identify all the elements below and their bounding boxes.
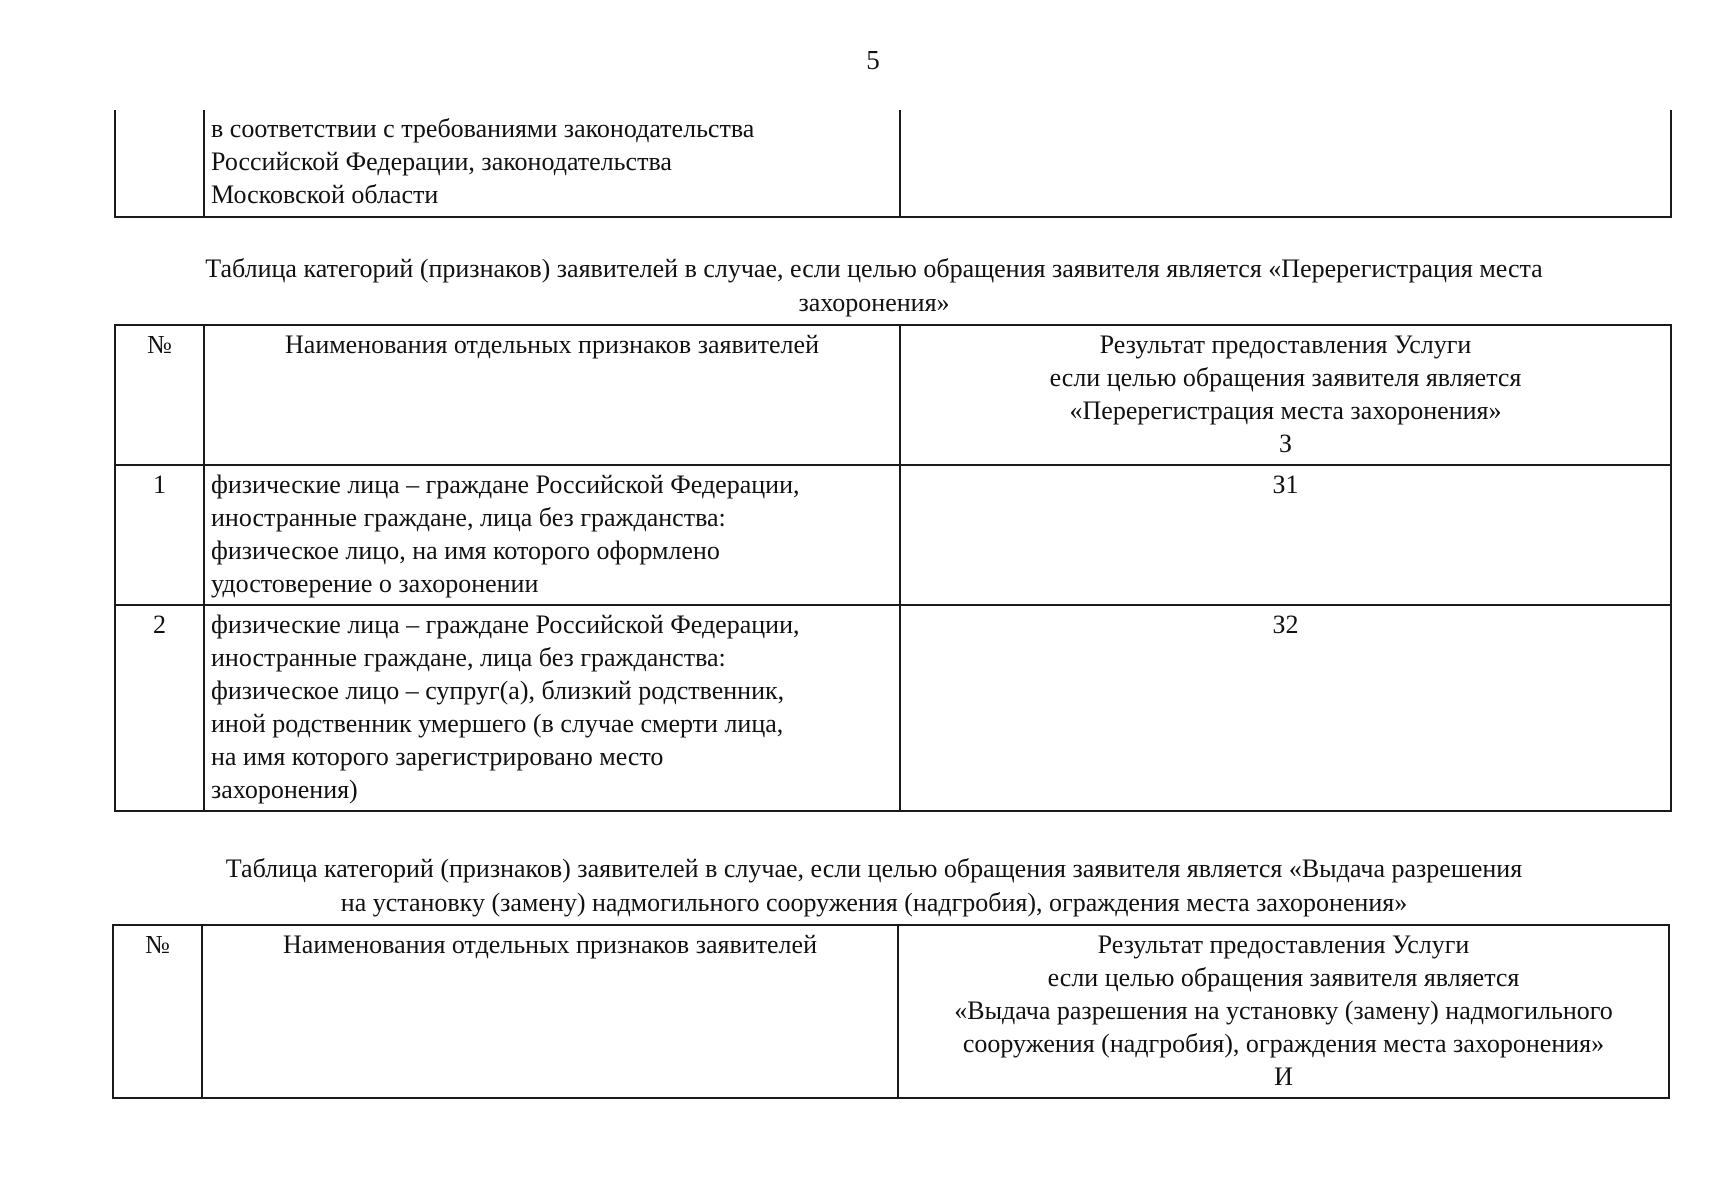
- table-row: [115, 465, 1671, 605]
- text-line: Московской области: [211, 180, 439, 209]
- text-line: иной родственник умершего (в случае смерти лица,: [211, 709, 784, 738]
- text-line: иностранные граждане, лица без гражданства:: [211, 643, 726, 672]
- header-name: Наименования отдельных признаков заявителей: [204, 325, 900, 465]
- row-result: З1: [900, 465, 1671, 605]
- text-line: «Выдача разрешения на установку (замену) надмогильного: [954, 996, 1613, 1025]
- text-line: иностранные граждане, лица без гражданства:: [211, 503, 726, 532]
- table-row: [115, 605, 1671, 811]
- caption-line: на установку (замену) надмогильного сооружения (надгробия), ограждения места захоронения»: [340, 888, 1408, 917]
- header-name: Наименования отдельных признаков заявителей: [202, 925, 898, 1098]
- text-line: на имя которого зарегистрировано место: [211, 742, 664, 771]
- result-cell: [900, 110, 1671, 217]
- name-cell: [204, 110, 900, 217]
- row-result: З2: [900, 605, 1671, 811]
- table1-caption: [118, 252, 1630, 320]
- text-line: физические лица – граждане Российской Федерации,: [211, 610, 800, 639]
- text-line: захоронения): [211, 775, 358, 804]
- text-line: если целью обращения заявителя является: [1047, 963, 1520, 992]
- caption-line: Таблица категорий (признаков) заявителей в случае, если целью обращения заявителя является «Перерегистрация места: [205, 254, 1543, 283]
- text-line: физическое лицо – супруг(а), близкий родственник,: [211, 676, 785, 705]
- num-cell: [115, 110, 204, 217]
- text-line: Результат предоставления Услуги: [1099, 330, 1472, 359]
- text-line: сооружения (надгробия), ограждения места захоронения»: [962, 1029, 1605, 1058]
- row-name: [204, 465, 900, 605]
- text-line: в соответствии с требованиями законодательства: [211, 114, 755, 143]
- row-name: [204, 605, 900, 811]
- header-num: №: [115, 325, 204, 465]
- table-row: [115, 110, 1671, 217]
- header-result: [898, 925, 1669, 1098]
- caption-line: Таблица категорий (признаков) заявителей в случае, если целью обращения заявителя является «Выдача разрешения: [225, 854, 1523, 883]
- text-line: З: [1278, 429, 1293, 458]
- text-line: Результат предоставления Услуги: [1097, 930, 1470, 959]
- continuation-table: [114, 110, 1672, 218]
- caption-line: захоронения»: [798, 288, 950, 317]
- table1: [114, 324, 1672, 812]
- text-line: И: [1274, 1062, 1293, 1091]
- table2-caption: [118, 852, 1630, 920]
- text-line: физические лица – граждане Российской Федерации,: [211, 470, 800, 499]
- table-header-row: [113, 925, 1669, 1098]
- text-line: «Перерегистрация места захоронения»: [1069, 396, 1502, 425]
- table-header-row: [115, 325, 1671, 465]
- row-num: 2: [115, 605, 204, 811]
- text-line: Российской Федерации, законодательства: [211, 147, 672, 176]
- page-number: 5: [866, 45, 880, 75]
- text-line: физическое лицо, на имя которого оформлено: [211, 536, 720, 565]
- text-line: удостоверение о захоронении: [211, 569, 539, 598]
- text-line: если целью обращения заявителя является: [1049, 363, 1522, 392]
- header-result: [900, 325, 1671, 465]
- table2: [112, 924, 1670, 1099]
- row-num: 1: [115, 465, 204, 605]
- header-num: №: [113, 925, 202, 1098]
